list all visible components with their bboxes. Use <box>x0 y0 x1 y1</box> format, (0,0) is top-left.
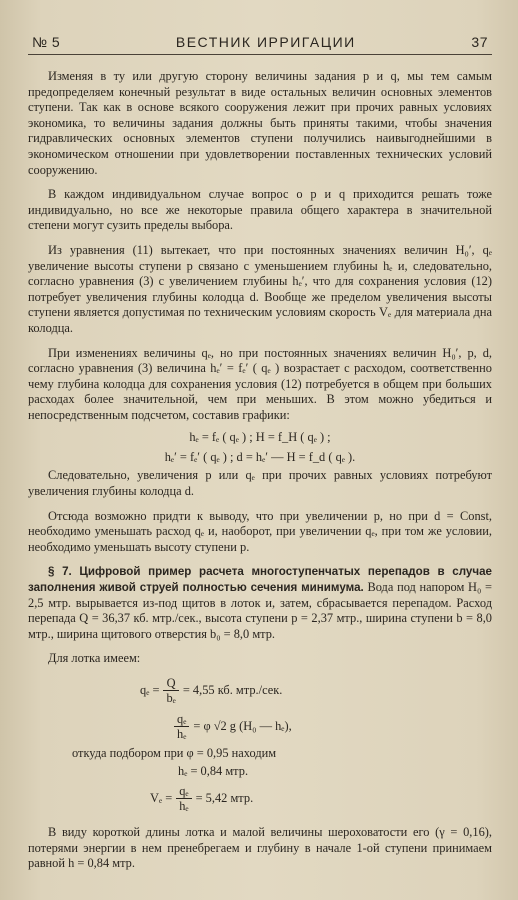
eq-rhs: = 5,42 мтр. <box>195 790 254 805</box>
paragraph: Для лотка имеем: <box>48 651 141 666</box>
page-number: 37 <box>471 34 488 50</box>
paragraph: В каждом индивидуальном случае вопрос о р и q приходится решать тоже индивидуально, но все же некоторые правила общего характера в значительной степени могут сузить пределы выбора. <box>28 187 492 233</box>
section-title: § 7. Цифровой пример расчета многоступенчатых перепадов в случае заполнения живой струей полностью сечения минимума. <box>28 565 492 595</box>
section-paragraph <box>28 564 492 642</box>
calculation-block <box>28 672 492 816</box>
equation-q <box>28 672 492 708</box>
paragraph: Следовательно, увеличения р или qₑ при прочих равных условиях потребуют увеличения глубины колодца d. <box>28 468 492 499</box>
fraction <box>163 676 178 705</box>
denominator: hₑ <box>176 798 191 813</box>
issue-number: № 5 <box>32 34 61 50</box>
eq-rhs: = φ √2 g (H₀ — hₑ), <box>193 718 292 733</box>
paragraph: В виду короткой длины лотка и малой величины шероховатости его (γ = 0,16), потерями энергии в нем пренебрегаем и глубину в начале 1-ой ступени принимаем равной h = 0,84 мтр. <box>28 825 492 871</box>
formula: hₑ = fₑ ( qₑ ) ; H = f_H ( qₑ ) ; <box>189 430 331 445</box>
denominator: bₑ <box>163 690 178 705</box>
eq-lhs: qₑ = <box>140 682 160 697</box>
eq-rhs: = 4,55 кб. мтр./сек. <box>182 682 283 697</box>
running-header <box>28 34 492 55</box>
eq-lhs: Vₑ = <box>150 790 173 805</box>
section-text: Вода под напором H₀ = 2,5 мтр. вырывается из-под щитов в лоток и, затем, сбрасывается перепадом. Расход перепада Q = 36,37 кб. мтр./сек., высота ступени р = 2,37 мтр., ширина ступени b = 8,0 мтр., ширина щитового отверстия b₀ = 8,0 мтр. <box>28 580 493 641</box>
equation-velocity-depth <box>28 708 492 744</box>
phi-line: откуда подбором при φ = 0,95 находим <box>72 746 277 760</box>
denominator: hₑ <box>174 726 189 741</box>
equation-v <box>28 780 492 816</box>
paragraph: Отсюда возможно придти к выводу, что при увеличении р, но при d = Const, необходимо уменьшать расход qₑ и, наоборот, при увеличении qₑ, при том же условии, необходимо уменьшать высоту ступени р. <box>28 508 492 554</box>
numerator: Q <box>166 675 176 690</box>
journal-title: ВЕСТНИК ИРРИГАЦИИ <box>175 34 356 50</box>
numerator: qₑ <box>177 711 187 726</box>
paragraph: Изменяя в ту или другую сторону величины задания р и q, мы тем самым предопределяем конечный результат в виде остальных величин основных элементов ступени. Так как в основе всякого сооружения лежит при прочих равных условиях экономика, то величины задания должны быть приняты такими, чтобы значения гидравлических основных элементов ступени получились наивыгоднейшими в экономическом отношении при удовлетворении поставленных технических условий сооружению. <box>28 69 492 177</box>
fraction <box>174 712 189 741</box>
formula: hₑ′ = fₑ′ ( qₑ ) ; d = hₑ′ — H = f_d ( qₑ ). <box>164 450 356 465</box>
paragraph: Из уравнения (11) вытекает, что при постоянных значениях величин H₀′, qₑ увеличение высоты ступени р связано с уменьшением глубины hₑ и, следовательно, согласно уравнения (3) с увеличением глубины hₑ′, что для сохранения условия (12) потребует увеличения глубины колодца d. Вообще же пределом увеличения высоты ступени является допустимая по техническим условиям скорость Vₑ для материала дна колодца. <box>28 242 492 335</box>
fraction <box>176 784 191 813</box>
depth-result: hₑ = 0,84 мтр. <box>178 764 249 778</box>
numerator: qₑ <box>179 783 189 798</box>
paragraph: При изменениях величины qₑ, но при постоянных значениях величин H₀′, р, d, согласно уравнения (3) величина hₑ′ = fₑ′ ( qₑ ) возрастает с расходом, соответственно чему глубина колодца для сохранения условия (12) потребуется в общем при больших расходах более значительной, чем при меньших. В этом можно убедиться и непосредственным подсчетом, составив графики: <box>28 345 492 422</box>
